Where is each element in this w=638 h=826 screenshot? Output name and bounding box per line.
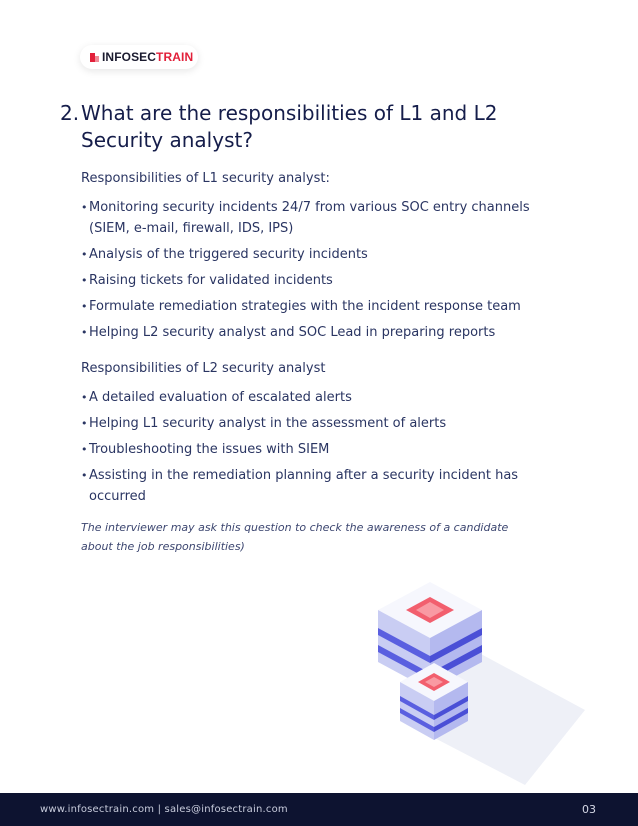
logo-text-train: TRAIN [156,50,194,64]
l1-section [81,170,551,343]
l2-list [81,387,551,507]
logo-text-infosec: INFOSEC [102,50,157,64]
list-item: • Analysis of the triggered security incidents [81,244,551,265]
question-number: 2. [60,101,80,125]
list-item: • Assisting in the remediation planning after a security incident has occurred [81,465,551,507]
list-item: • Troubleshooting the issues with SIEM [81,439,551,460]
page-footer [0,793,638,826]
l1-list [81,197,551,343]
logo-text [102,50,193,64]
question-text: What are the responsibilities of L1 and L2 Security analyst? [81,101,498,152]
footer-contact: www.infosectrain.com | sales@infosectrain.com [40,804,288,815]
l1-heading: Responsibilities of L1 security analyst: [81,171,330,186]
question-heading [60,100,580,154]
list-item: • Helping L2 security analyst and SOC Lead in preparing reports [81,322,551,343]
interviewer-note: The interviewer may ask this question to check the awareness of a candidate about the job responsibilities) [81,521,509,553]
page-number: 03 [582,803,596,816]
l2-heading: Responsibilities of L2 security analyst [81,361,326,376]
list-item: • Monitoring security incidents 24/7 from various SOC entry channels (SIEM, e-mail, firewall, IDS, IPS) [81,197,551,239]
logo-mark-icon [90,53,99,62]
list-item: • Raising tickets for validated incidents [81,270,551,291]
server-stack-icon [360,570,590,790]
list-item: • A detailed evaluation of escalated alerts [81,387,551,408]
l2-section [81,360,551,507]
list-item: • Formulate remediation strategies with the incident response team [81,296,551,317]
list-item: • Helping L1 security analyst in the assessment of alerts [81,413,551,434]
infosectrain-logo [80,45,198,69]
